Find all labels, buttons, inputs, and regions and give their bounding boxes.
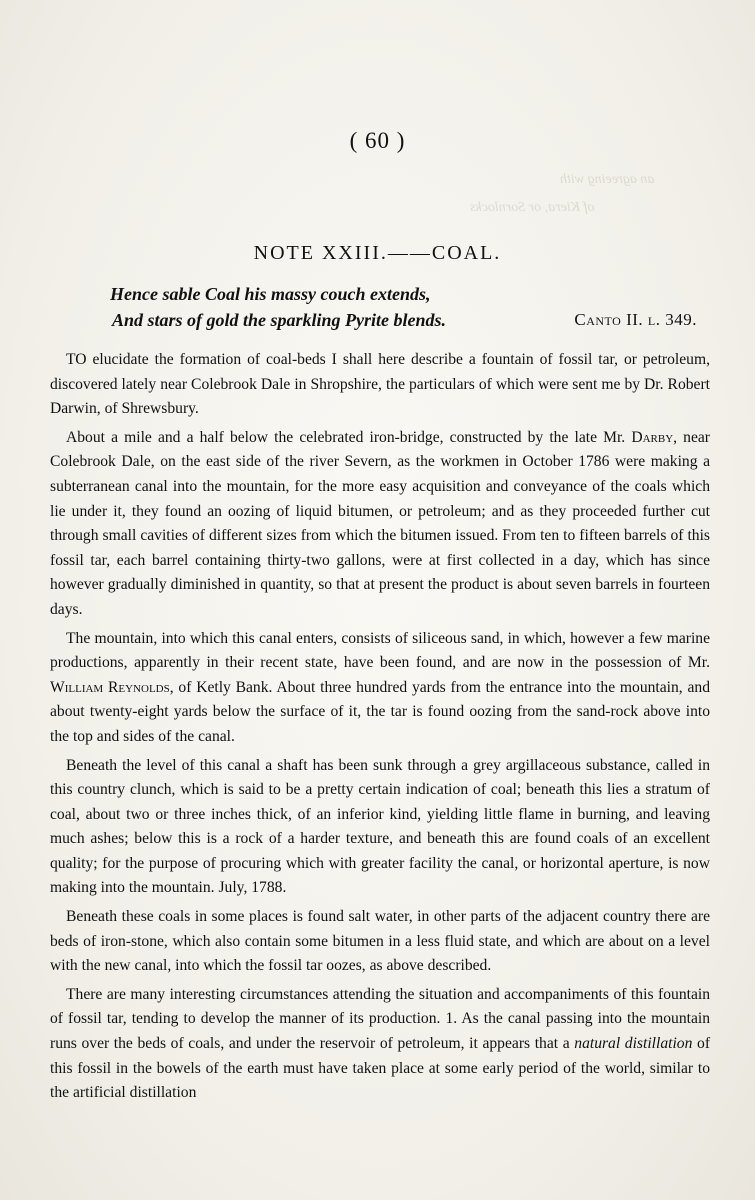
paragraph-text: , near Colebrook Dale, on the east side of the river Severn, as the workmen in October 1786 were making a subterranean canal into the mountain, for the more easy acquisition and conveyance of the coals which lie under it, they found an oozing of liquid bitumen, or petroleum; and as they proceeded further cut through small cavities of different sizes from which the bitumen issued. From ten to fifteen barrels of this fossil tar, each barrel containing thirty-two gallons, were at first collected in a day, which has since however gradually diminished in quantity, so that at present the product is about seven barrels in fourteen days. <box>50 428 710 618</box>
paragraph-text: Beneath these coals in some places is found salt water, in other parts of the adjacent country there are beds of iron-stone, which also contain some bitumen in a less fluid state, and which are about on a level with the new canal, into which the fossil tar oozes, as above described. <box>50 908 710 975</box>
paragraph-text: TO elucidate the formation of coal-beds I shall here describe a fountain of fossil tar, or petroleum, discovered lately near Colebrook Dale in Shropshire, the particulars of which were sent me by Dr. Robert Darwin, of Shrewsbury. <box>50 351 710 418</box>
paragraph-text: There are many interesting circumstances attending the situation and accompaniments of this fountain of fossil tar, tending to develop the manner of its production. 1. As the canal passing into the mountain runs over the beds of coals, and under the reservoir of petroleum, it appears that a <box>50 985 710 1053</box>
paragraph-text: of this fossil in the bowels of the earth must have taken place at some early period of the world, similar to the artificial distillation <box>50 1035 711 1102</box>
epigraph-line-1: Hence sable Coal his massy couch extends, <box>110 284 431 304</box>
body-text <box>50 348 710 1106</box>
page-number: ( 60 ) <box>349 128 406 153</box>
show-through-text: of Kiera, or Sornlocks <box>470 200 595 215</box>
show-through-text: an agreeing with <box>560 172 655 187</box>
paragraph <box>50 426 710 623</box>
person-name: Darby <box>631 428 674 446</box>
paragraph <box>50 348 710 422</box>
paragraph <box>50 983 710 1106</box>
paragraph <box>50 905 710 979</box>
person-name: William Reynolds <box>50 678 170 696</box>
note-title: NOTE XXIII.——COAL. <box>253 242 502 264</box>
paragraph <box>50 627 710 750</box>
paragraph-text: Beneath the level of this canal a shaft has been sunk through a grey argillaceous substance, called in this country clunch, which is said to be a pretty certain indication of coal; beneath this lies a stratum of coal, about two or three inches thick, of an inferior kind, yielding little flame in burning, and leaving much ashes; below this is a rock of a harder texture, and beneath this are found coals of an excellent quality; for the purpose of procuring which with greater facility the canal, or horizontal aperture, is now making into the mountain. July, 1788. <box>50 756 710 897</box>
emphasized-term: natural distillation <box>574 1035 693 1053</box>
paragraph <box>50 754 710 902</box>
paragraph-text: About a mile and a half below the celebrated iron-bridge, constructed by the late Mr. <box>66 428 632 446</box>
paragraph-text: The mountain, into which this canal enters, consists of siliceous sand, in which, however a few marine productions, apparently in their recent state, have been found, and are now in the possession of Mr. <box>50 629 710 672</box>
epigraph-line-2: And stars of gold the sparkling Pyrite blends. <box>112 310 447 330</box>
paragraph-text: , of Ketly Bank. About three hundred yards from the entrance into the mountain, and about twenty-eight yards below the surface of it, the tar is found oozing from the sand-rock above into the top and sides of the canal. <box>50 678 710 745</box>
canto-reference: Canto II. l. 349. <box>574 310 697 329</box>
